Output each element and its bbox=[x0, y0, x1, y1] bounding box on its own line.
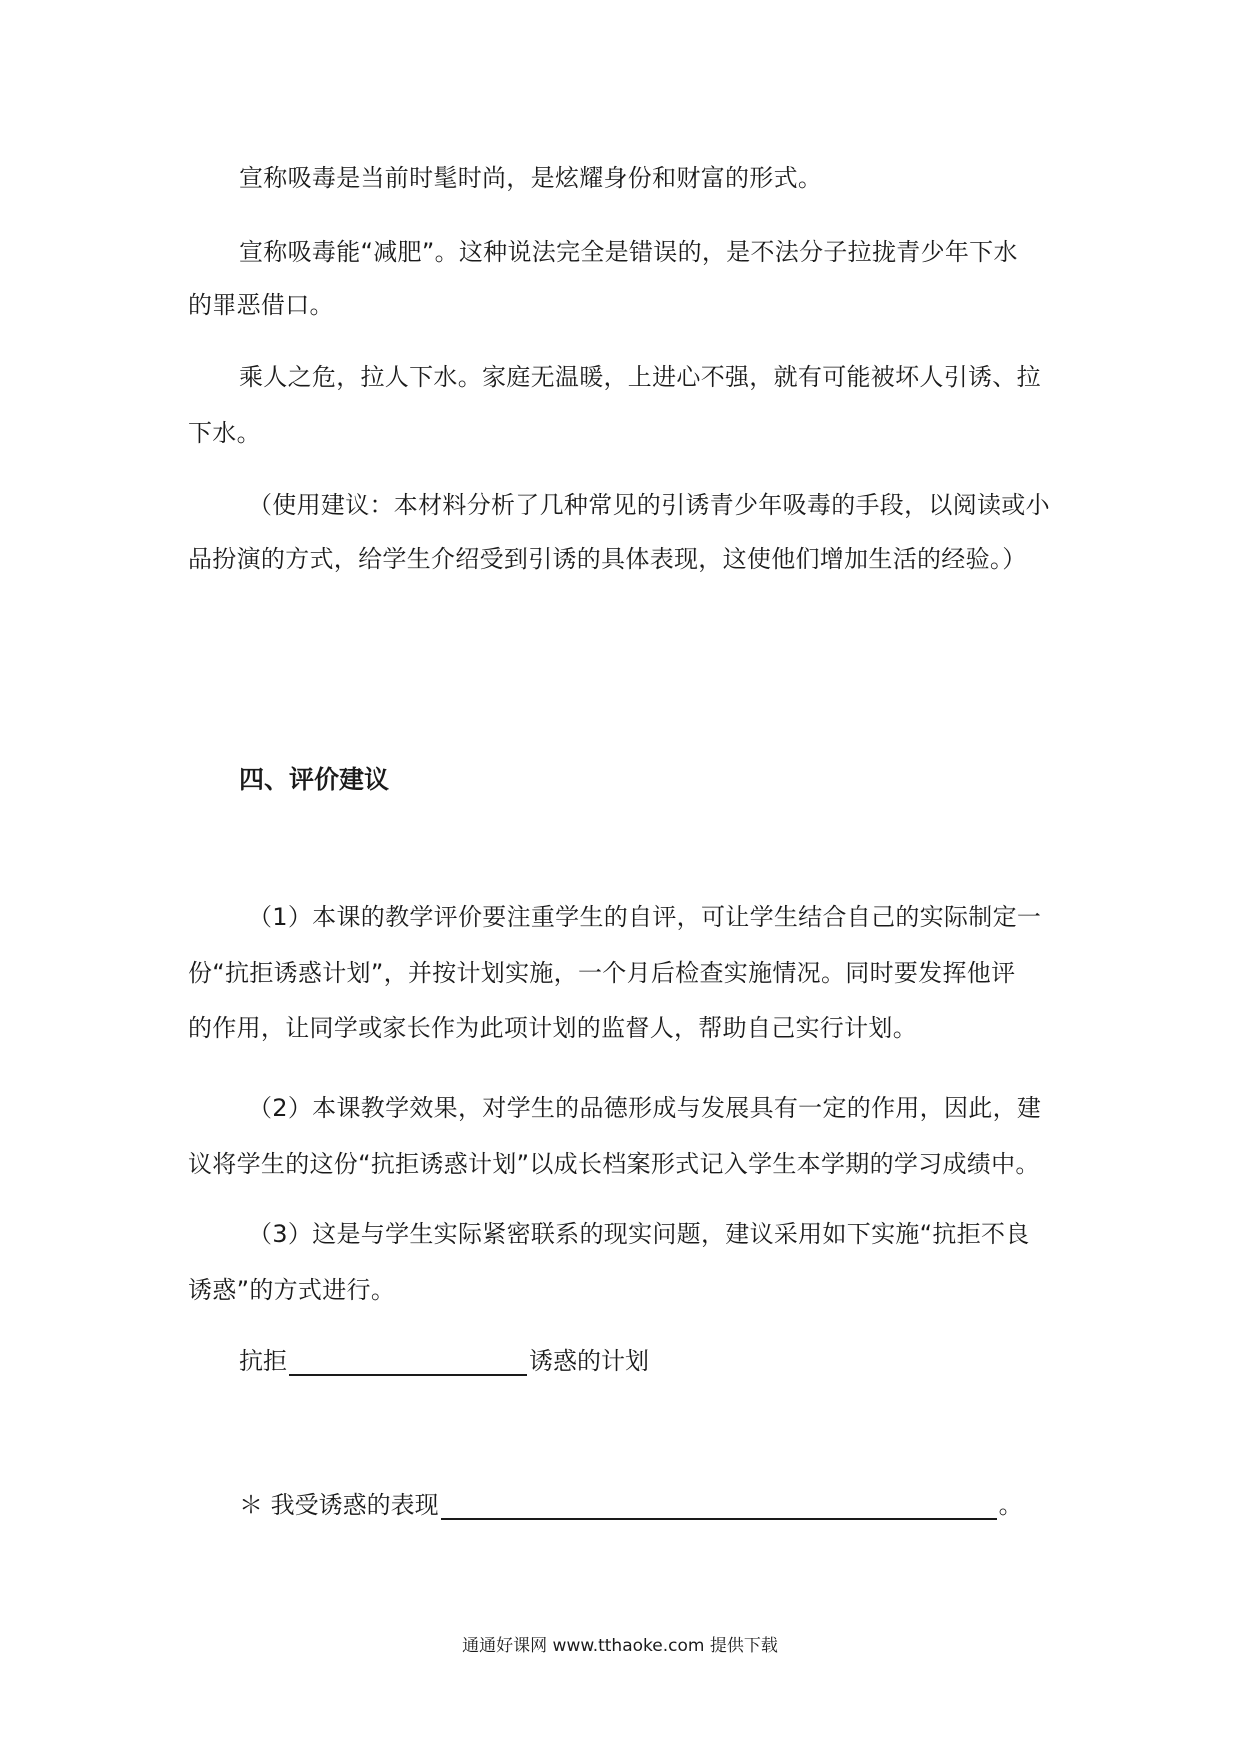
paragraph-line: 诱惑”的方式进行。 bbox=[188, 1276, 396, 1304]
paragraph-line: 议将学生的这份“抗拒诱惑计划”以成长档案形式记入学生本学期的学习成绩中。 bbox=[188, 1150, 1040, 1178]
paragraph-line: 乘人之危，拉人下水。家庭无温暖，上进心不强，就有可能被坏人引诱、拉 bbox=[239, 363, 1041, 391]
paragraph-line: 的罪恶借口。 bbox=[188, 291, 334, 319]
temptation-performance-line bbox=[239, 1490, 1023, 1520]
paragraph-line: 份“抗拒诱惑计划”，并按计划实施，一个月后检查实施情况。同时要发挥他评 bbox=[188, 959, 1016, 987]
temptation-performance-prefix: ＊ 我受诱惑的表现 bbox=[239, 1491, 439, 1519]
page-footer: 通通好课网 www.tthaoke.com 提供下载 bbox=[462, 1636, 778, 1656]
paragraph-line: 的作用，让同学或家长作为此项计划的监督人，帮助自己实行计划。 bbox=[188, 1014, 917, 1042]
usage-note-line: 品扮演的方式，给学生介绍受到引诱的具体表现，这使他们增加生活的经验。） bbox=[188, 545, 1027, 573]
paragraph-line: 宣称吸毒是当前时髦时尚，是炫耀身份和财富的形式。 bbox=[239, 164, 823, 192]
paragraph-line: 下水。 bbox=[188, 419, 261, 447]
section-heading: 四、评价建议 bbox=[239, 765, 390, 794]
usage-note-line: （使用建议：本材料分析了几种常见的引诱青少年吸毒的手段，以阅读或小 bbox=[248, 491, 1050, 519]
paragraph-line: 宣称吸毒能“减肥”。这种说法完全是错误的，是不法分子拉拢青少年下水 bbox=[239, 238, 1018, 266]
paragraph-line: （3）这是与学生实际紧密联系的现实问题，建议采用如下实施“抗拒不良 bbox=[248, 1220, 1030, 1248]
paragraph-line: （1）本课的教学评价要注重学生的自评，可让学生结合自己的实际制定一 bbox=[248, 903, 1042, 931]
temptation-performance-blank[interactable] bbox=[441, 1492, 997, 1520]
plan-title-prefix: 抗拒 bbox=[239, 1347, 287, 1375]
paragraph-line: （2）本课教学效果，对学生的品德形成与发展具有一定的作用，因此，建 bbox=[248, 1094, 1042, 1122]
plan-title-blank[interactable] bbox=[289, 1348, 527, 1376]
plan-title-suffix: 诱惑的计划 bbox=[529, 1347, 649, 1375]
plan-title-line bbox=[239, 1346, 649, 1376]
temptation-performance-suffix: 。 bbox=[998, 1491, 1023, 1519]
